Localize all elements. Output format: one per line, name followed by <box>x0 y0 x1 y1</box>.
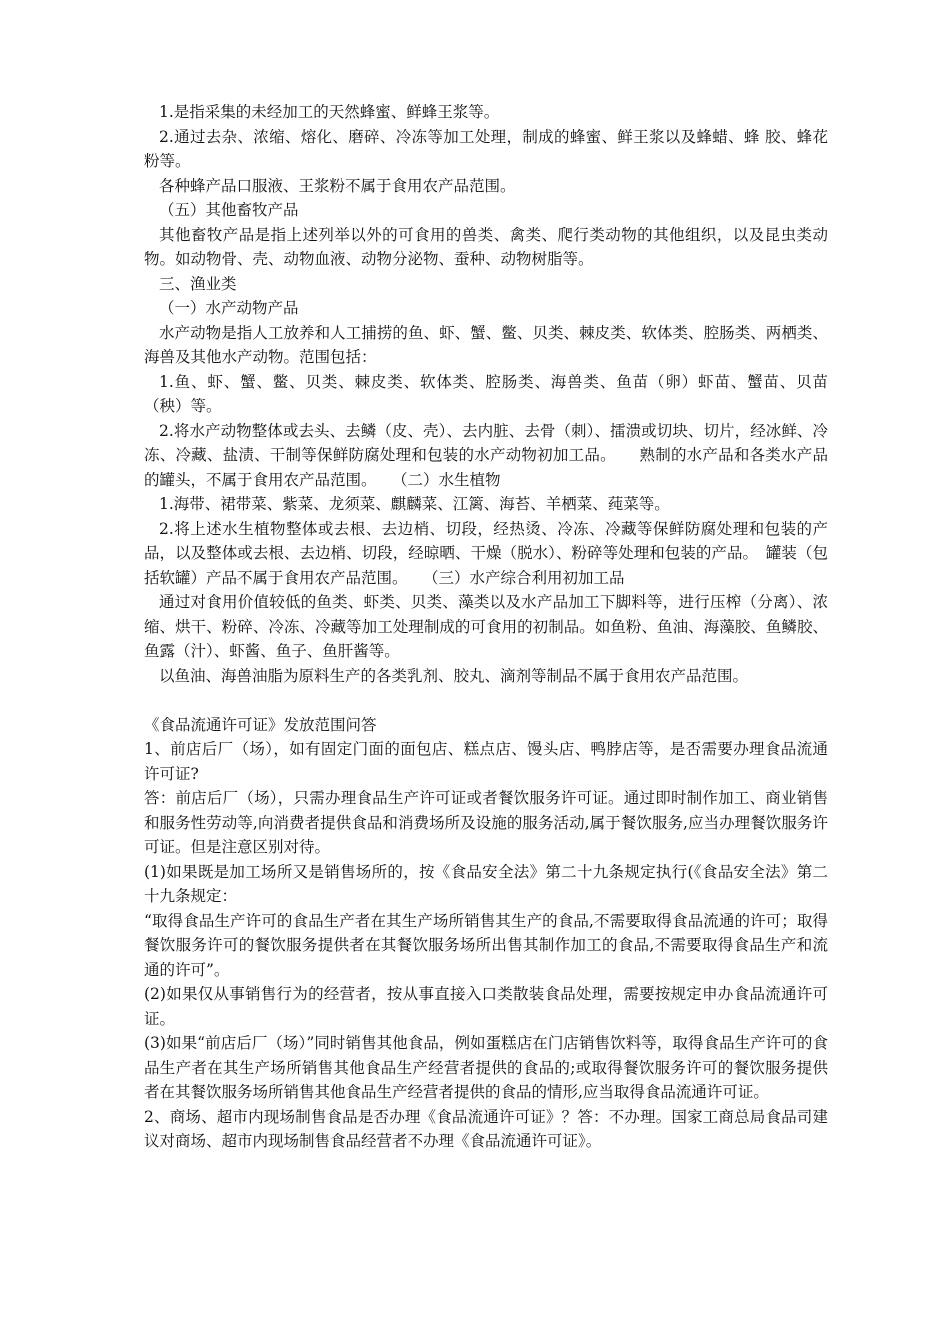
paragraph-other-livestock: 其他畜牧产品是指上述列举以外的可食用的兽类、禽类、爬行类动物的其他组织，以及昆虫类动物。如动物骨、壳、动物血液、动物分泌物、蚕种、动物树脂等。 <box>144 225 828 268</box>
answer-1-quote: “取得食品生产许可的食品生产者在其生产场所销售其生产的食品,不需要取得食品流通的许可；取得餐饮服务许可的餐饮服务提供者在其餐饮服务场所出售其制作加工的食品,不需要取得食品生产和流通的许可”。 <box>144 911 828 979</box>
question-1: 1、前店后厂（场），如有固定门面的面包店、糕点店、馒头店、鸭脖店等，是否需要办理食品流通许可证? <box>144 740 828 783</box>
answer-1: 答：前店后厂（场），只需办理食品生产许可证或者餐饮服务许可证。通过即时制作加工、商业销售和服务性劳动等,向消费者提供食品和消费场所及设施的服务活动,属于餐饮服务,应当办理餐饮服务许可证。但是注意区别对待。 <box>144 789 828 856</box>
paragraph-honey-1: 1.是指采集的未经加工的天然蜂蜜、鲜蜂王浆等。 <box>159 103 500 121</box>
section-title-license-qa: 《食品流通许可证》发放范围问答 <box>144 715 377 734</box>
section-gap <box>144 688 828 713</box>
answer-1-point-3: (3)如果“前店后厂（场）”同时销售其他食品，例如蛋糕店在门店销售饮料等，取得食品生产许可的食品生产者在其生产场所销售其他食品生产经营者提供的食品的;或取得餐饮服务许可的餐饮服务提供者在其餐饮服务场所销售其他食品生产经营者提供的食品的情形,应当取得食品流通许可证。 <box>144 1034 828 1101</box>
heading-aquatic-animals: （一）水产动物产品 <box>159 299 299 317</box>
paragraph-fish-oil-note: 以鱼油、海兽油脂为原料生产的各类乳剂、胶丸、滴剂等制品不属于食用农产品范围。 <box>159 666 749 685</box>
answer-1-point-1: (1)如果既是加工场所又是销售场所的，按《食品安全法》第二十九条规定执行(《食品安全法》第二十九条规定： <box>144 862 828 905</box>
paragraph-aquatic-plants-2: 2.将上述水生植物整体或去根、去边梢、切段，经热烫、冷冻、冷藏等保鲜防腐处理和包装的产品，以及整体或去根、去边梢、切段，经晾晒、干燥（脱水）、粉碎等处理和包装的产品。 罐装（包括软罐）产品不属于食用农产品范围。 （三）水产综合利用初加工品 <box>144 519 828 587</box>
answer-1-point-2: (2)如果仅从事销售行为的经营者，按从事直接入口类散装食品处理，需要按规定申办食品流通许可证。 <box>144 985 828 1028</box>
heading-fishery: 三、渔业类 <box>159 274 237 293</box>
paragraph-aquatic-1: 1.鱼、虾、蟹、鳖、贝类、棘皮类、软体类、腔肠类、海兽类、鱼苗（卵）虾苗、蟹苗、贝苗（秧）等。 <box>144 372 828 415</box>
heading-other-livestock: （五）其他畜牧产品 <box>159 201 299 219</box>
document-body <box>144 100 828 1154</box>
question-2: 2、商场、超市内现场制售食品是否办理《食品流通许可证》？答：不办理。国家工商总局食品司建议对商场、超市内现场制售食品经营者不办理《食品流通许可证》。 <box>144 1107 828 1150</box>
paragraph-aquatic-byproducts: 通过对食用价值较低的鱼类、虾类、贝类、藻类以及水产品加工下脚料等，进行压榨（分离）、浓缩、烘干、粉碎、冷冻、冷藏等加工处理制成的可食用的初制品。如鱼粉、鱼油、海藻胶、鱼鳞胶、鱼露（汁）、虾酱、鱼子、鱼肝酱等。 <box>144 593 828 660</box>
paragraph-honey-note: 各种蜂产品口服液、王浆粉不属于食用农产品范围。 <box>159 176 516 195</box>
paragraph-aquatic-2: 2.将水产动物整体或去头、去鳞（皮、壳）、去内脏、去骨（刺）、擂溃或切块、切片，经冰鲜、冷冻、冷藏、盐渍、干制等保鲜防腐处理和包装的水产动物初加工品。 熟制的水产品和各类水产品的罐头，不属于食用农产品范围。 （二）水生植物 <box>144 421 828 489</box>
paragraph-aquatic-animals: 水产动物是指人工放养和人工捕捞的鱼、虾、蟹、鳖、贝类、棘皮类、软体类、腔肠类、两栖类、海兽及其他水产动物。范围包括： <box>144 323 828 366</box>
paragraph-honey-2: 2.通过去杂、浓缩、熔化、磨碎、冷冻等加工处理，制成的蜂蜜、鲜王浆以及蜂蜡、蜂 胶、蜂花粉等。 <box>144 127 828 170</box>
paragraph-aquatic-plants-1: 1.海带、裙带菜、紫菜、龙须菜、麒麟菜、江篱、海苔、羊栖菜、莼菜等。 <box>159 495 670 513</box>
